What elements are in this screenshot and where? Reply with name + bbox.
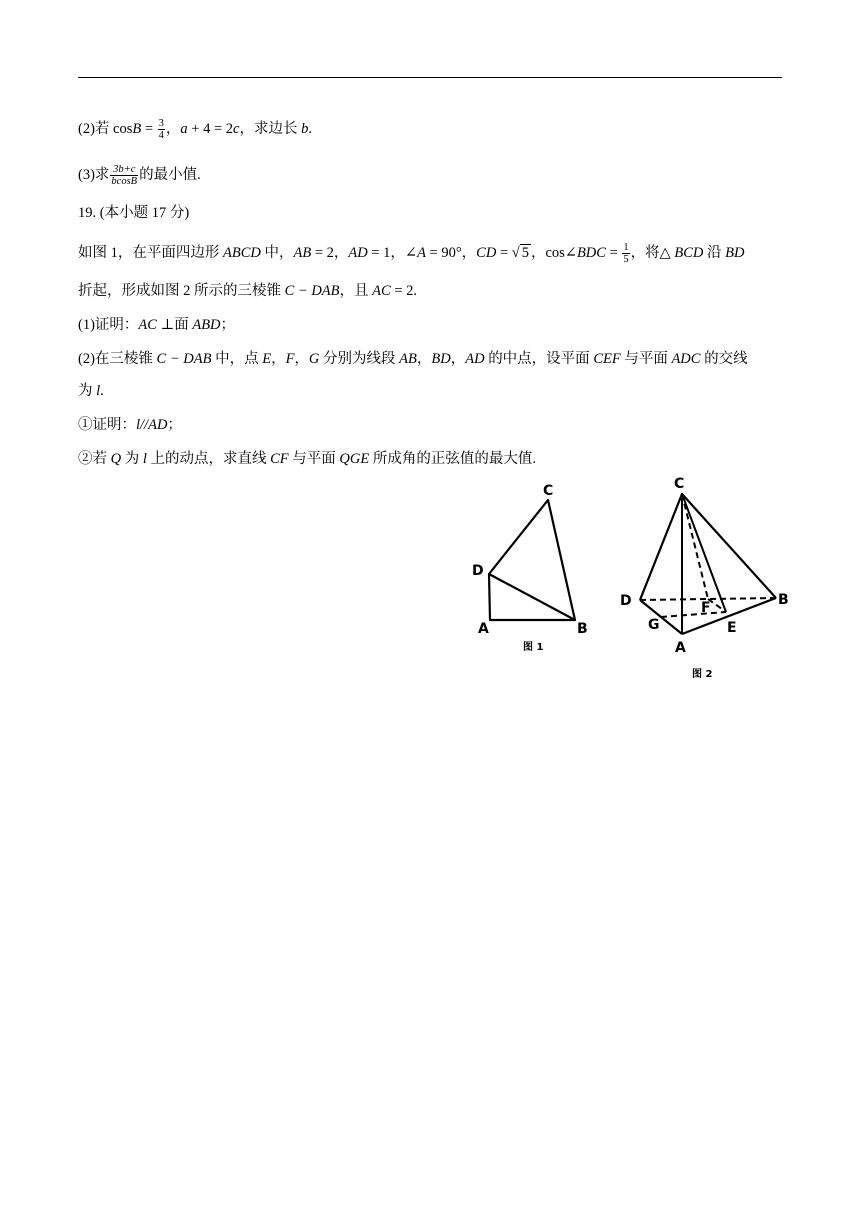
q19-part2-line1: (2)在三棱锥 C − DAB 中，点 E，F，G 分别为线段 AB，BD，AD 的中点，设平面 CEF 与平面 ADC 的交线 [78,351,748,367]
header-rule [78,77,782,78]
q19-intro-line2: 折起，形成如图 2 所示的三棱锥 C − DAB，且 AC = 2. [78,283,417,299]
fig2-label-f: F [701,600,711,616]
fig1-label-c: C [543,483,554,499]
fig2-label-d: D [620,593,632,609]
figure-1-quadrilateral [465,480,605,660]
q19-part1: (1)证明：AC ⊥面 ABD； [78,317,236,333]
fig2-label-g: G [648,617,660,633]
q19-intro-line1: 如图 1，在平面四边形 ABCD 中，AB = 2，AD = 1，∠A = 90°，CD = √ 5 ，cos∠BDC = $\frac{1}{5}$ ，将△ BCD 沿 BD [78,242,745,265]
fig2-label-e: E [727,620,737,636]
q18-part2: (2)若 cosB = $\frac{3}{4}$ ，a + 4 = 2c，求边长 b. [78,118,312,141]
fig2-label-b: B [778,592,789,608]
q19-sub1: ①证明：l//AD； [78,417,182,433]
q18-part2-label: (2)若 cos [78,120,133,137]
fig1-label-b: B [577,621,588,637]
fig2-label-a: A [675,640,686,656]
fraction-three-quarters: $\frac{3}{4}$ [158,118,164,141]
figure-2-pyramid [614,472,804,688]
fraction-expression: $\frac{3b+c}{bcosB}$ [111,164,138,187]
fig1-label-d: D [472,563,484,579]
fig1-caption: 图 1 [523,642,544,653]
q18-part3: (3)求 $\frac{3b+c}{bcosB}$ 的最小值. [78,164,201,187]
fraction-one-fifth: $\frac{1}{5}$ [623,242,629,265]
q19-sub2: ②若 Q 为 l 上的动点，求直线 CF 与平面 QGE 所成角的正弦值的最大值. [78,451,536,467]
fig2-label-c: C [674,476,685,492]
q19-header: 19. (本小题 17 分) [78,205,190,221]
fig2-caption: 图 2 [692,669,713,680]
fig1-label-a: A [478,621,489,637]
q19-part2-line2: 为 l. [78,383,104,399]
